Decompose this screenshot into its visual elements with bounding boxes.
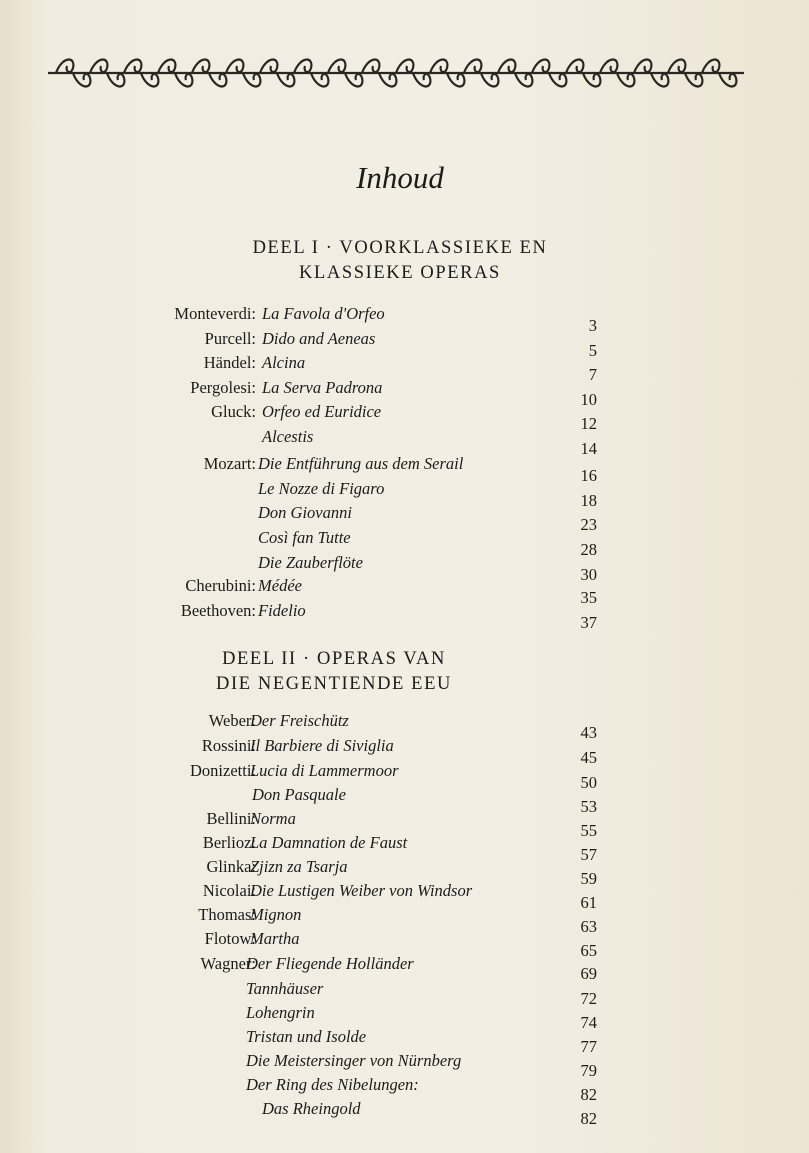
- page-number: 35: [580, 588, 597, 607]
- decorative-border-ornament: [46, 48, 746, 98]
- part-heading-2: [0, 647, 734, 697]
- page-number: 10: [580, 390, 597, 409]
- opera-title: La Favola d'Orfeo: [262, 304, 385, 323]
- opera-title: Alcina: [262, 353, 306, 372]
- opera-title: Le Nozze di Figaro: [258, 479, 385, 498]
- opera-title: Fidelio: [258, 601, 306, 620]
- opera-title: Médée: [258, 576, 302, 595]
- composer-name: Rossini:: [201, 736, 256, 755]
- toc-entry: [0, 736, 809, 767]
- page-number: 72: [580, 989, 597, 1008]
- opera-title: Tannhäuser: [246, 979, 324, 998]
- page-number: 5: [588, 341, 597, 360]
- page-number: 59: [580, 869, 597, 888]
- composer-name: Nicolai:: [202, 881, 256, 900]
- toc-entry: [0, 1051, 809, 1080]
- toc-entry: [0, 785, 809, 816]
- toc-entry: [0, 553, 809, 584]
- opera-title: Zjizn za Tsarja: [250, 857, 348, 876]
- composer-name: Bellini:: [206, 809, 256, 828]
- page-number: 3: [588, 316, 597, 335]
- page-number: 61: [580, 893, 597, 912]
- composer-name: Cherubini:: [185, 576, 256, 595]
- toc-entry: [0, 833, 809, 864]
- page-number: 50: [580, 773, 597, 792]
- opera-title: Il Barbiere di Siviglia: [250, 736, 394, 755]
- toc-entry: [0, 378, 809, 409]
- toc-entry: [0, 528, 809, 559]
- toc-entry: [0, 601, 809, 632]
- toc-entry: [0, 761, 809, 792]
- part-heading-1: [0, 236, 800, 286]
- page-number: 12: [580, 414, 597, 433]
- page-number: 37: [580, 613, 597, 632]
- page-number: 7: [588, 365, 597, 384]
- composer-name: Monteverdi:: [174, 304, 256, 323]
- opera-title: Norma: [250, 809, 296, 828]
- toc-entry: [0, 979, 809, 1008]
- opera-title: Die Zauberflöte: [258, 553, 363, 572]
- composer-name: Flotow:: [204, 929, 256, 948]
- page-number: 16: [580, 466, 597, 485]
- toc-entry: [0, 503, 809, 534]
- page-number: 74: [580, 1013, 597, 1032]
- toc-entry: [0, 427, 809, 458]
- part-heading-line: DIE NEGENTIENDE EEU: [216, 674, 452, 694]
- opera-title: Don Giovanni: [258, 503, 352, 522]
- page-number: 69: [580, 964, 597, 983]
- part-heading-line: KLASSIEKE OPERAS: [299, 263, 501, 283]
- opera-title: Mignon: [250, 905, 302, 924]
- toc-entry: [0, 905, 809, 936]
- toc-entry: [0, 1003, 809, 1032]
- page-number: 18: [580, 491, 597, 510]
- toc-entry: [0, 479, 809, 510]
- toc-entry: [0, 1027, 809, 1056]
- toc-entry: [0, 809, 809, 840]
- toc-entry: [0, 1075, 809, 1104]
- opera-title: Der Ring des Nibelungen:: [246, 1075, 419, 1094]
- opera-title: Orfeo ed Euridice: [262, 402, 382, 421]
- page-number: 65: [580, 941, 597, 960]
- composer-name: Pergolesi:: [190, 378, 256, 397]
- opera-title: Così fan Tutte: [258, 528, 351, 547]
- page-number: 23: [580, 515, 597, 534]
- toc-entry: [0, 954, 809, 983]
- composer-name: Wagner:: [200, 954, 256, 973]
- page-number: 57: [580, 845, 597, 864]
- opera-title: La Serva Padrona: [262, 378, 383, 397]
- page-number: 28: [580, 540, 597, 559]
- composer-name: Donizetti:: [190, 761, 256, 780]
- page-number: 14: [580, 439, 597, 458]
- toc-entry: [0, 576, 809, 607]
- toc-entry: [0, 1099, 809, 1128]
- toc-entry: [0, 304, 809, 335]
- page-number: 45: [580, 748, 597, 767]
- composer-name: Mozart:: [203, 454, 256, 473]
- page-number: 79: [580, 1061, 597, 1080]
- opera-title: Don Pasquale: [252, 785, 346, 804]
- composer-name: Händel:: [203, 353, 256, 372]
- toc-entry: [0, 353, 809, 384]
- composer-name: Glinka:: [206, 857, 256, 876]
- page-number: 43: [580, 723, 597, 742]
- opera-title: Die Entführung aus dem Serail: [258, 454, 464, 473]
- opera-title: Lohengrin: [246, 1003, 315, 1022]
- opera-title: Die Lustigen Weiber von Windsor: [250, 881, 473, 900]
- page-number: 82: [580, 1109, 597, 1128]
- opera-title: Dido and Aeneas: [262, 329, 376, 348]
- toc-entry: [0, 329, 809, 360]
- page-number: 30: [580, 565, 597, 584]
- opera-title: Alcestis: [262, 427, 314, 446]
- part-heading-line: DEEL I · VOORKLASSIEKE EN: [252, 238, 548, 258]
- composer-name: Beethoven:: [180, 601, 256, 620]
- composer-name: Purcell:: [204, 329, 256, 348]
- page-number: 82: [580, 1085, 597, 1104]
- composer-name: Weber:: [208, 711, 256, 730]
- page-number: 53: [580, 797, 597, 816]
- opera-title: Tristan und Isolde: [246, 1027, 367, 1046]
- composer-name: Berlioz:: [202, 833, 256, 852]
- opera-title: Martha: [250, 929, 300, 948]
- toc-entry: [0, 711, 809, 742]
- toc-entry: [0, 881, 809, 912]
- part-heading-line: DEEL II · OPERAS VAN: [222, 649, 446, 669]
- composer-name: Thomas:: [198, 905, 256, 924]
- toc-entry: [0, 929, 809, 960]
- page-number: 55: [580, 821, 597, 840]
- opera-title: Der Freischütz: [250, 711, 349, 730]
- page-title: Inhoud: [356, 160, 444, 195]
- opera-title: La Damnation de Faust: [250, 833, 408, 852]
- toc-entry: [0, 454, 809, 485]
- page-number: 63: [580, 917, 597, 936]
- opera-title: Der Fliegende Holländer: [246, 954, 414, 973]
- toc-entry: [0, 857, 809, 888]
- composer-name: Gluck:: [211, 402, 256, 421]
- opera-title: Das Rheingold: [262, 1099, 361, 1118]
- opera-title: Die Meistersinger von Nürnberg: [246, 1051, 462, 1070]
- page-number: 77: [580, 1037, 597, 1056]
- opera-title: Lucia di Lammermoor: [250, 761, 399, 780]
- toc-entry: [0, 402, 809, 433]
